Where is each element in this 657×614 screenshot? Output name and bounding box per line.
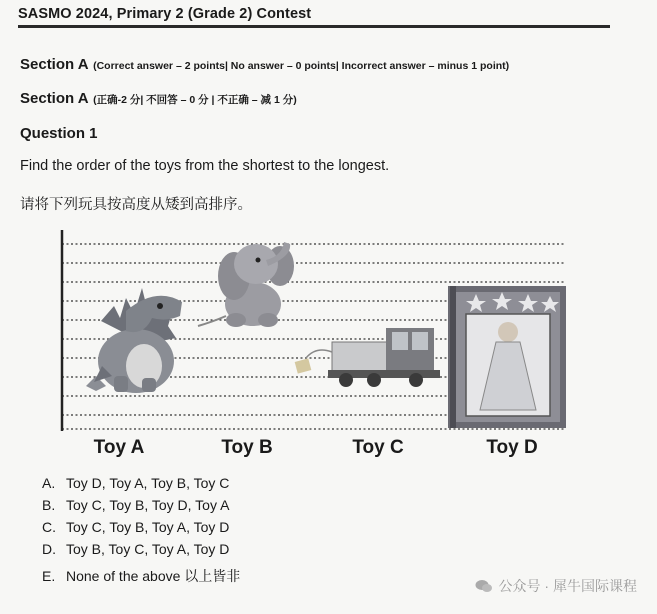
section-label: Section A [20, 56, 89, 73]
question-text-en: Find the order of the toys from the shortest to the longest. [20, 158, 390, 174]
toy-d-doll-box [448, 286, 566, 428]
option-d[interactable] [42, 541, 229, 557]
section-label: Section A [20, 90, 89, 107]
toys-height-figure [56, 226, 576, 436]
section-a-english [20, 56, 509, 74]
section-scoring-rules: (Correct answer – 2 points| No answer – 0 points| Incorrect answer – minus 1 point) [93, 60, 510, 72]
option-text: Toy B, Toy C, Toy A, Toy D [66, 541, 230, 557]
question-title: Question 1 [20, 125, 98, 142]
option-text: None of the above 以上皆非 [66, 568, 241, 584]
toy-label-b: Toy B [221, 437, 273, 458]
option-e[interactable] [42, 566, 240, 586]
section-a-chinese [20, 90, 297, 108]
toy-b-elephant [198, 242, 294, 327]
option-text: Toy D, Toy A, Toy B, Toy C [66, 475, 230, 491]
contest-title: SASMO 2024, Primary 2 (Grade 2) Contest [18, 6, 312, 22]
option-letter: B. [42, 497, 56, 513]
toy-c-truck [295, 328, 440, 387]
option-a[interactable] [42, 475, 229, 491]
header-rule [18, 25, 610, 28]
wechat-icon [475, 579, 493, 593]
toy-a-dragon [86, 288, 182, 393]
option-letter: A. [42, 475, 56, 491]
option-b[interactable] [42, 497, 229, 513]
toy-label-c: Toy C [352, 437, 404, 458]
option-letter: C. [42, 519, 56, 535]
option-text: Toy C, Toy B, Toy D, Toy A [66, 497, 230, 513]
option-letter: D. [42, 541, 56, 557]
section-scoring-rules-cn: (正确-2 分| 不回答 – 0 分 | 不正确 – 减 1 分) [93, 94, 297, 106]
question-text-cn: 请将下列玩具按高度从矮到高排序。 [20, 197, 252, 213]
option-c[interactable] [42, 519, 229, 535]
watermark [475, 576, 637, 596]
option-text: Toy C, Toy B, Toy A, Toy D [66, 519, 230, 535]
option-letter: E. [42, 568, 56, 584]
toy-label-d: Toy D [486, 437, 538, 458]
watermark-text: 公众号 · 犀牛国际课程 [498, 578, 637, 594]
toy-label-a: Toy A [93, 437, 145, 458]
